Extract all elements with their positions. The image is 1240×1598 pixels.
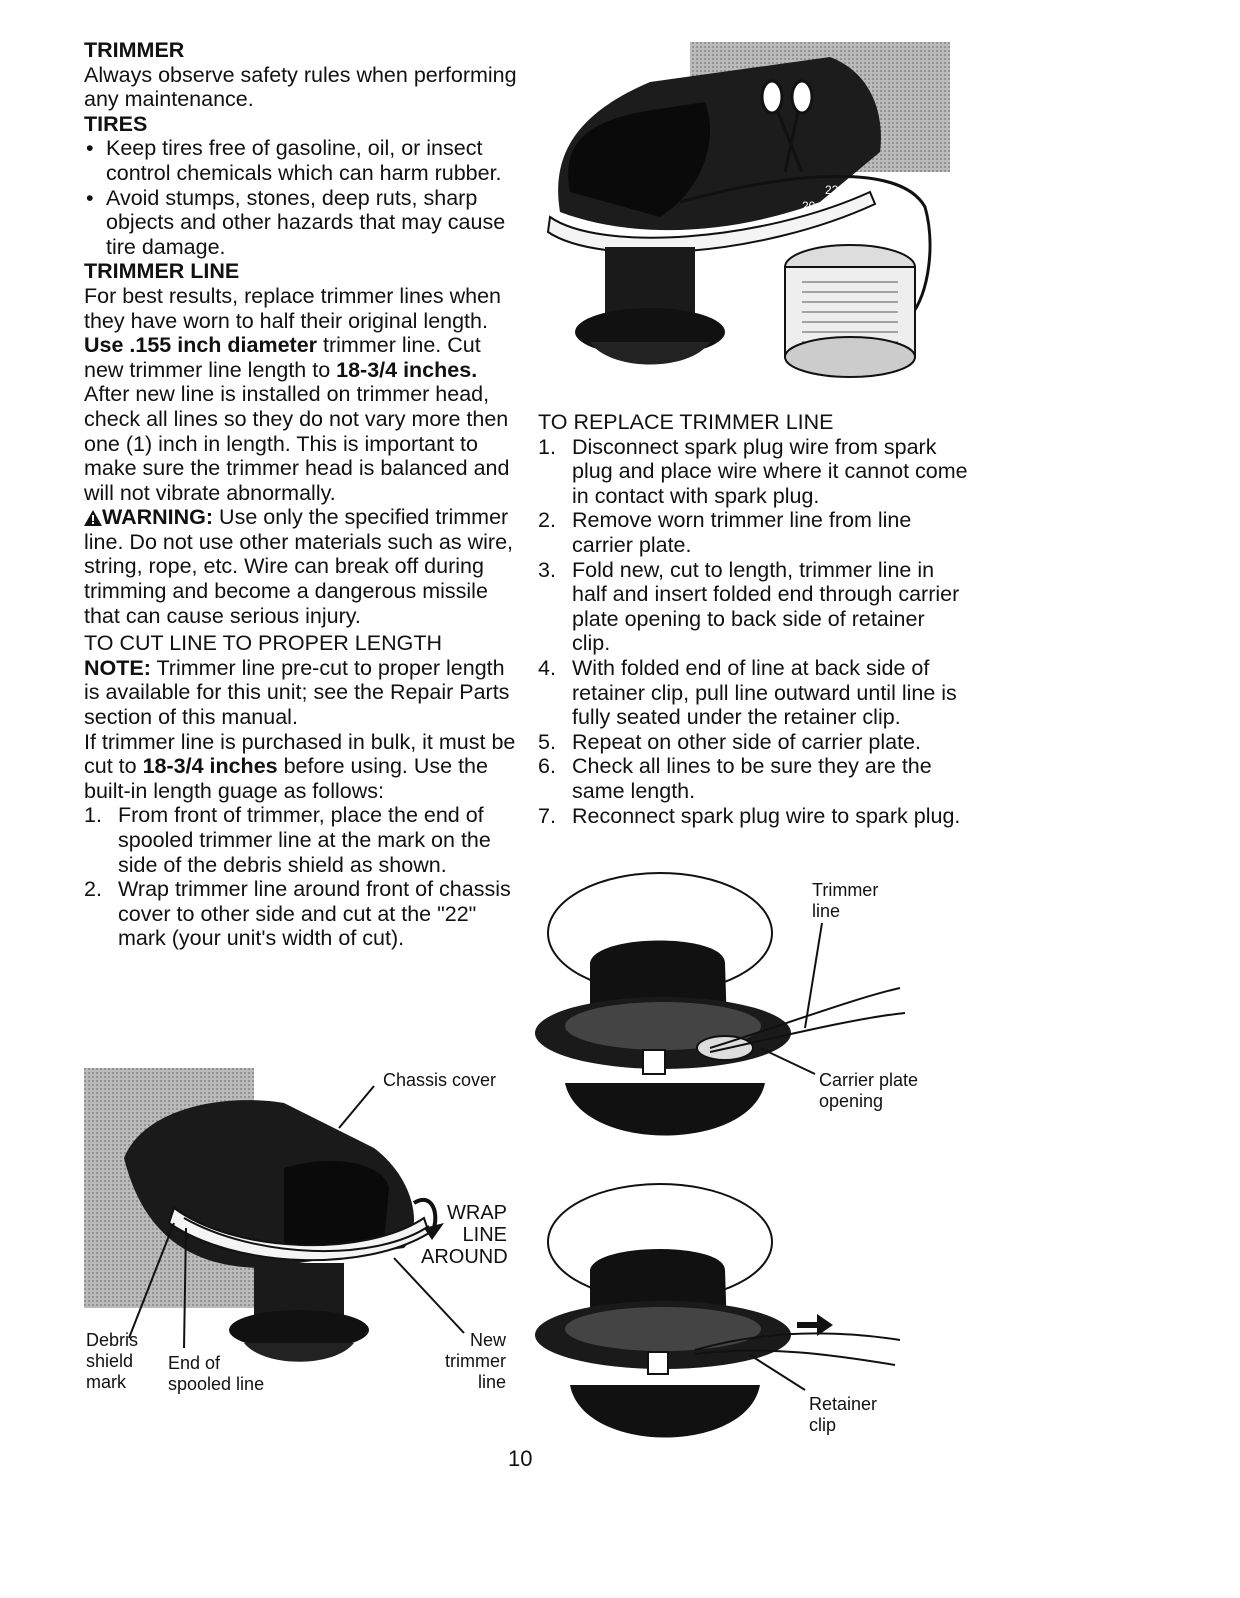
step-number: 7. bbox=[538, 803, 556, 828]
list-item: • Keep tires free of gasoline, oil, or insect control chemicals which can harm rubber. bbox=[84, 136, 524, 185]
label-line: Trimmer bbox=[812, 880, 879, 900]
label-line: WRAP bbox=[447, 1202, 507, 1224]
warning-text: Use only the specified trimmer line. Do not use other materials such as wire, string, rope, etc. Wire can break off during trimming and become a dangerous missile that can cause serious injury. bbox=[84, 505, 514, 628]
label-line: spooled line bbox=[168, 1374, 265, 1394]
bold-length: 18-3/4 inches bbox=[142, 754, 278, 779]
step-text: Reconnect spark plug wire to spark plug. bbox=[572, 803, 961, 828]
list-item: • Avoid stumps, stones, deep ruts, sharp objects and other hazards that may cause tire damage. bbox=[84, 186, 524, 260]
mark-20-label: 20 bbox=[802, 199, 816, 213]
step-text: With folded end of line at back side of retainer clip, pull line outward until line is fully seated under the retainer clip. bbox=[572, 655, 957, 730]
label-line: opening bbox=[819, 1091, 884, 1111]
label-line: mark bbox=[86, 1372, 126, 1392]
chassis-cover-label: Chassis cover bbox=[383, 1070, 497, 1090]
list-item bbox=[538, 730, 968, 755]
retainer-clip-label bbox=[809, 1394, 877, 1436]
text-span: before using. Use the built-in length guage as follows: bbox=[84, 754, 488, 803]
new-trimmer-line-label bbox=[430, 1330, 506, 1393]
left-column bbox=[84, 38, 524, 951]
step-text: From front of trimmer, place the end of spooled trimmer line at the mark on the side of the debris shield as shown. bbox=[118, 803, 491, 877]
right-column bbox=[538, 410, 968, 828]
trimmer-head-cap-shape bbox=[570, 1385, 760, 1438]
spool-base-shape bbox=[785, 337, 915, 377]
label-line: trimmer bbox=[445, 1351, 506, 1371]
warning-triangle-icon bbox=[84, 510, 102, 526]
list-item bbox=[538, 656, 968, 730]
step-text: Disconnect spark plug wire from spark plug and place wire where it cannot come in contact with spark plug. bbox=[572, 434, 968, 508]
label-line: End of bbox=[168, 1353, 221, 1373]
list-item bbox=[538, 558, 968, 656]
list-item bbox=[538, 754, 968, 803]
text-span: trimmer line. Cut new trimmer line length to bbox=[84, 333, 481, 382]
list-item bbox=[538, 804, 968, 829]
note-label: NOTE: bbox=[84, 655, 151, 680]
label-line: line bbox=[477, 1372, 506, 1392]
page-number: 10 bbox=[508, 1446, 533, 1471]
step-number: 3. bbox=[538, 557, 556, 582]
end-of-spooled-line-label bbox=[168, 1353, 264, 1395]
cut-steps-list bbox=[84, 803, 524, 951]
step-number: 1. bbox=[84, 803, 102, 828]
label-line: line bbox=[812, 901, 841, 921]
trimmer-line-paragraph bbox=[84, 284, 524, 505]
section-heading-trimmer: TRIMMER bbox=[84, 38, 185, 62]
trimmer-line-label bbox=[812, 880, 878, 922]
section-heading-cut-line: TO CUT LINE TO PROPER LENGTH bbox=[84, 631, 443, 656]
text-span: If trimmer line is purchased in bulk, it must be cut to bbox=[84, 729, 516, 779]
note-text: Trimmer line pre-cut to proper length is available for this unit; see the Repair Parts section of this manual. bbox=[84, 655, 510, 730]
label-line: New bbox=[469, 1330, 506, 1350]
section-heading-tires: TIRES bbox=[84, 111, 148, 136]
step-text: Wrap trimmer line around front of chassis cover to other side and cut at the "22" mark (your unit's width of cut). bbox=[118, 877, 511, 951]
debris-shield-mark-label bbox=[86, 1330, 138, 1393]
warning-label: WARNING: bbox=[102, 505, 214, 530]
replace-steps-list bbox=[538, 435, 968, 829]
step-text: Repeat on other side of carrier plate. bbox=[572, 729, 921, 754]
label-line: Debris bbox=[86, 1330, 139, 1350]
trimmer-intro: Always observe safety rules when performing any maintenance. bbox=[84, 62, 517, 112]
new-line-leader bbox=[394, 1258, 464, 1333]
step-text: Remove worn trimmer line from line carrier plate. bbox=[572, 508, 912, 557]
bulk-paragraph bbox=[84, 730, 524, 804]
step-text: Fold new, cut to length, trimmer line in half and insert folded end through carrier plate opening to back side of retainer clip. bbox=[572, 557, 960, 656]
list-item bbox=[538, 435, 968, 509]
tires-list bbox=[84, 136, 524, 259]
warning-paragraph bbox=[84, 505, 524, 628]
step-number: 2. bbox=[538, 508, 556, 533]
wrap-line-around-label bbox=[445, 1202, 507, 1246]
step-number: 6. bbox=[538, 754, 556, 779]
trimmer-head-cap-shape bbox=[565, 1083, 765, 1136]
mark-22-label: 22 bbox=[825, 183, 839, 197]
hub-shape bbox=[643, 1050, 665, 1074]
cut-line-illustration bbox=[540, 42, 950, 387]
list-item bbox=[84, 877, 524, 951]
label-line: Carrier plate bbox=[819, 1070, 919, 1090]
step-number: 2. bbox=[84, 877, 102, 902]
section-heading-trimmer-line: TRIMMER LINE bbox=[84, 259, 240, 284]
list-item bbox=[538, 508, 968, 557]
bold-diameter: Use .155 inch diameter bbox=[84, 333, 318, 358]
trimmer-head-cap-shape bbox=[590, 342, 710, 365]
carrier-plate-opening-label bbox=[819, 1070, 918, 1112]
label-line: clip bbox=[809, 1415, 837, 1435]
label-line: Retainer bbox=[809, 1394, 878, 1414]
section-heading-replace-line: TO REPLACE TRIMMER LINE bbox=[538, 410, 834, 434]
hub-shape bbox=[648, 1352, 668, 1374]
step-number: 5. bbox=[538, 729, 556, 754]
carrier-opening-leader bbox=[760, 1048, 815, 1074]
chassis-cover-leader bbox=[339, 1086, 374, 1128]
bold-length: 18-3/4 inches. bbox=[336, 357, 478, 382]
label-line: shield bbox=[86, 1351, 134, 1371]
text-span: For best results, replace trimmer lines when they have worn to half their original length. bbox=[84, 283, 502, 333]
carrier-plate-inner bbox=[565, 1307, 761, 1351]
retainer-clip-leader bbox=[750, 1355, 805, 1390]
wrap-around-label: AROUND bbox=[421, 1246, 508, 1268]
step-number: 4. bbox=[538, 655, 556, 680]
step-number: 1. bbox=[538, 434, 556, 459]
step-text: Check all lines to be sure they are the same length. bbox=[572, 754, 932, 803]
list-item bbox=[84, 803, 524, 877]
text-span: After new line is installed on trimmer head, check all lines so they do not vary more then one (1) inch in length. This is important to make sure the trimmer head is balanced and will not vibrate abnormally. bbox=[84, 382, 510, 505]
note-paragraph bbox=[84, 656, 524, 730]
label-line: LINE bbox=[462, 1224, 507, 1246]
